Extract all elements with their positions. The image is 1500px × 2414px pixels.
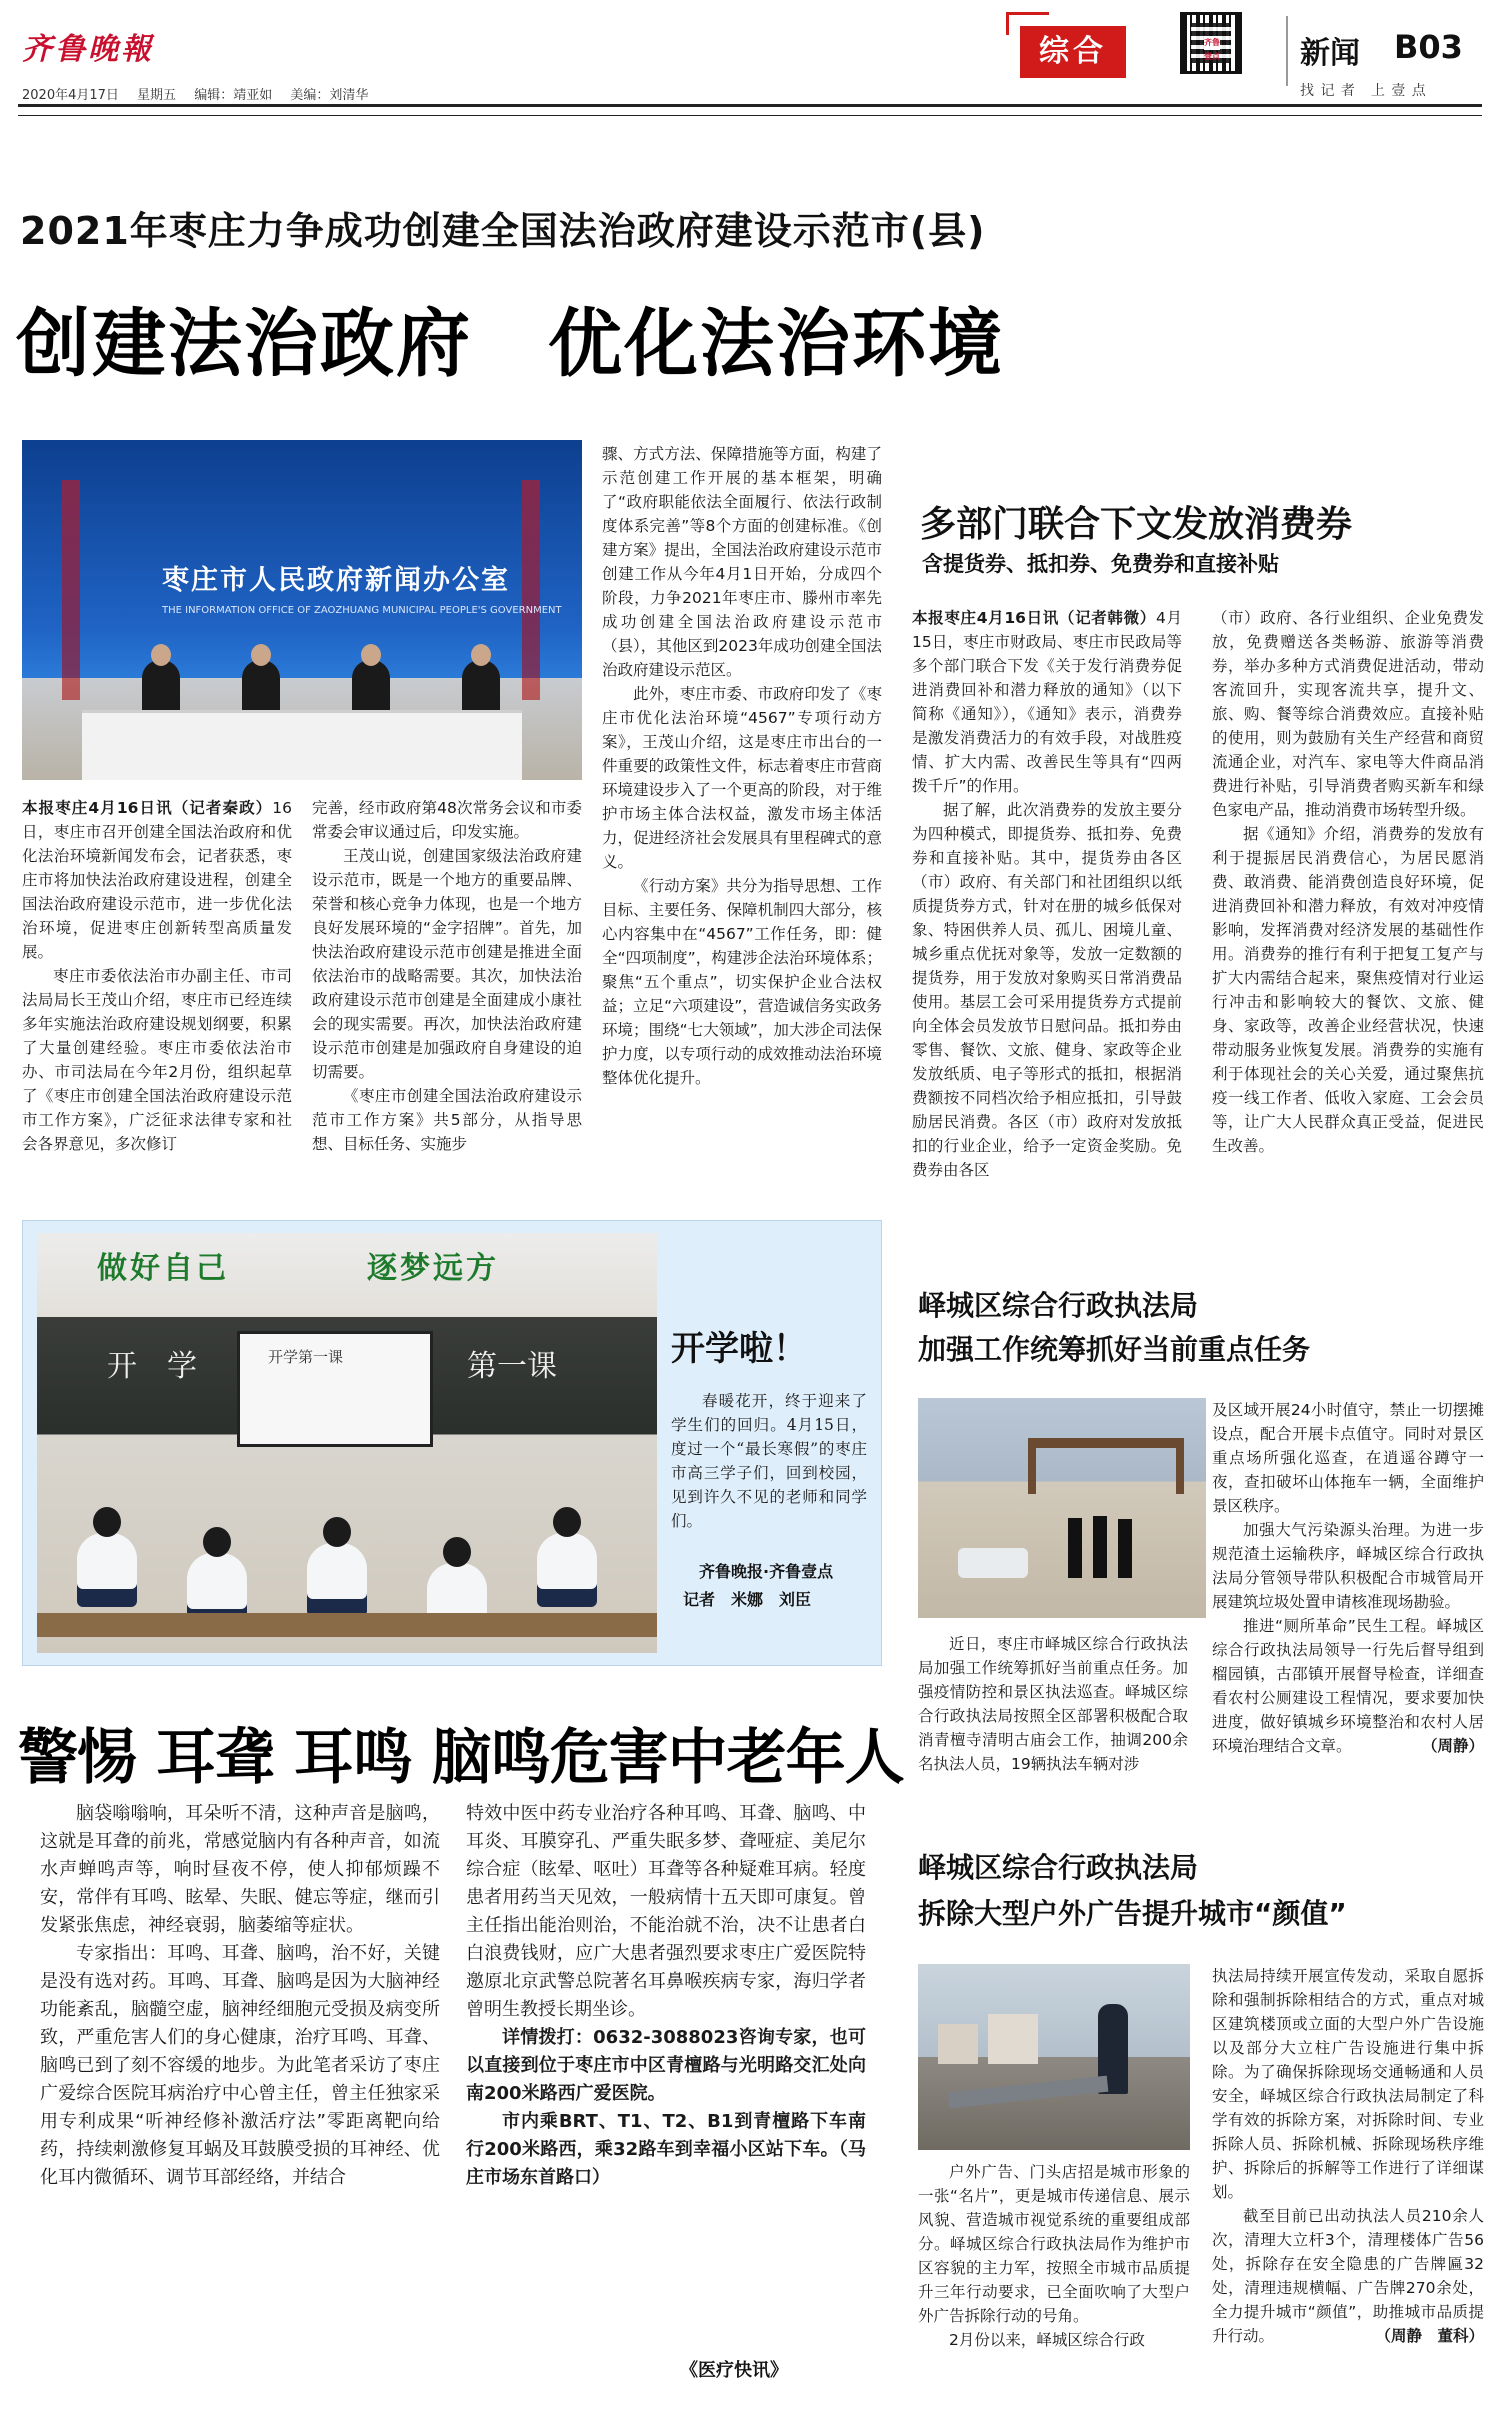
paragraph-text: 此外，枣庄市委、市政府印发了《枣庄市优化法治环境“4567”专项行动方案》，王茂山介绍，这是枣庄市出台的一件重要的政策性文件，标志着枣庄市营商环境建设步入了一个更高的阶段，对于维护市场主体合法权益，激发市场主体活力，促进经济社会发展具有里程碑式的意义。 (602, 685, 882, 871)
paragraph-text: 推进“厕所革命”民生工程。峄城区综合行政执法局领导一行先后督导组到榴园镇，古邵镇开展督导检查，详细查看农村公厕建设工程情况，要求要加快进度，做好镇城乡环境整治和农村人居环境治理结合文章。 (1212, 1617, 1484, 1755)
chalk-right: 第一课 (467, 1349, 557, 1384)
paragraph (602, 682, 882, 874)
paragraph-text: 完善，经市政府第48次常务会议和市委常委会审议通过后，印发实施。 (312, 799, 582, 841)
byline: （周静） (1421, 1737, 1484, 1755)
paragraph-text: 户外广告、门头店招是城市形象的一张“名片”，更是城市传递信息、展示风貌、营造城市视觉系统的重要组成部分。峄城区综合行政执法局作为维护市区容貌的主力军，按照全市城市品质提升三年行动要求，已全面吹响了大型户外广告拆除行动的号角。 (918, 2163, 1190, 2325)
paragraph (1212, 1614, 1484, 1758)
paragraph-text: 特效中医中药专业治疗各种耳鸣、耳聋、脑鸣、中耳炎、耳膜穿孔、严重失眠多梦、聋哑症、美尼尔综合症（眩晕、呕吐）耳聋等各种疑难耳病。轻度患者用药当天见效，一般病情十五天即可康复。曾主任指出能治则治，不能治就不治，决不让患者白白浪费钱财，应广大患者强烈要求枣庄广爱医院特邀原北京武警总院著名耳鼻喉疾病专家，海归学者曾明生教授长期坐诊。 (466, 1803, 866, 2020)
school-photo-box (22, 1220, 882, 1666)
classroom-photo (37, 1233, 657, 1653)
qr-code-icon (1180, 12, 1242, 74)
section-badge (1006, 12, 1140, 108)
paragraph-text: 《枣庄市创建全国法治政府建设示范市工作方案》共5部分，从指导思想、目标任务、实施步 (312, 1087, 582, 1153)
paragraph (1212, 606, 1484, 822)
paragraph (466, 2024, 866, 2108)
press-conference-photo (22, 440, 582, 780)
dateline: 本报枣庄4月16日讯（记者韩微） (912, 609, 1156, 627)
paragraph (602, 442, 882, 682)
paragraph (602, 874, 882, 1090)
school-reporters: 记者 米娜 刘臣 (683, 1590, 812, 1609)
paragraph-text: 脑袋嗡嗡响，耳朵听不清，这种声音是脑鸣，这就是耳聋的前兆，常感觉脑内有各种声音，如流水声蝉鸣声等，响时昼夜不停，使人抑郁烦躁不安，常伴有耳鸣、眩晕、失眠、健忘等症，继而引发紧张焦虑，神经衰弱，脑萎缩等症状。 (40, 1803, 440, 1936)
paragraph-text: 4月15日，枣庄市财政局、枣庄市民政局等多个部门联合下发《关于发行消费券促进消费回补和潜力释放的通知》（以下简称《通知》），《通知》表示，消费券是激发消费活力的有效手段，对战胜疫情、扩大内需、改善民生等具有“四两拨千斤”的作用。 (912, 609, 1182, 795)
paragraph-text: 及区域开展24小时值守，禁止一切摆摊设点，配合开展卡点值守。同时对景区重点场所强化巡查，在逍遥谷蹲守一夜，查扣破坏山体拖车一辆，全面维护景区秩序。 (1212, 1401, 1484, 1515)
issue-info (22, 84, 382, 103)
law1-column-2 (1212, 1398, 1484, 1758)
paragraph-text: 近日，枣庄市峄城区综合行政执法局加强工作统筹抓好当前重点任务。加强疫情防控和景区执法巡查。峄城区综合行政执法局按照全区部署积极配合取消青檀寺清明古庙会工作，抽调200余名执法人员，19辆执法车辆对涉 (918, 1635, 1188, 1773)
school-credit: 齐鲁晚报·齐鲁壹点 (699, 1562, 834, 1581)
editor-credit: 编辑：靖亚如 (194, 88, 273, 103)
paragraph-text: 16日，枣庄市召开创建全国法治政府和优化法治环境新闻发布会，记者获悉，枣庄市将加快法治政府建设进程，创建全国法治政府建设示范市，进一步优化法治环境，促进枣庄创新转型高质量发展。 (22, 799, 292, 961)
paragraph (1212, 1518, 1484, 1614)
law1-column-1 (918, 1632, 1188, 1776)
dateline: 本报枣庄4月16日讯（记者秦政） (22, 799, 273, 817)
paragraph (312, 1084, 582, 1156)
paragraph-text: 加强大气污染源头治理。为进一步规范渣土运输秩序，峄城区综合行政执法局分管领导带队积极配合市城管局开展建筑垃圾处置申请核准现场勘验。 (1212, 1521, 1484, 1611)
paragraph-text: 骤、方式方法、保障措施等方面，构建了示范创建工作开展的基本框架，明确了“政府职能依法全面履行、依法行政制度体系完善”等8个方面的创建标准。《创建方案》提出，全国法治政府建设示范市创建工作从今年4月1日开始，分成四个阶段，力争2021年枣庄市、滕州市率先成功创建全国法治政府建设示范市（县），其他区到2023年成功创建全国法治政府建设示范区。 (602, 445, 882, 679)
paragraph-text: 市内乘BRT、T1、T2、B1到青檀路下车南行200米路西，乘32路车到幸福小区站下车。（马庄市场东首路口） (466, 2111, 866, 2188)
paragraph-text: 枣庄市委依法治市办副主任、市司法局局长王茂山介绍，枣庄市已经连续多年实施法治政府建设规划纲要，积累了大量创建经验。枣庄市委依法治市办、市司法局在今年2月份，组织起草了《枣庄市创建全国法治政府建设示范市工作方案》，广泛征求法律专家和社会各界意见，多次修订 (22, 967, 292, 1153)
coupon-column-2 (1212, 606, 1484, 1158)
column-name: 新闻 (1300, 36, 1360, 71)
coupon-column-1 (912, 606, 1182, 1182)
paragraph-text: 据《通知》介绍，消费券的发放有利于提振居民消费信心，为居民愿消费、敢消费、能消费创造良好环境，促进消费回补和潜力释放，有效对冲疫情影响，发挥消费对经济发展的基础性作用。消费券的推行有利于把复工复产与扩大内需结合起来，聚焦疫情对行业运行冲击和影响较大的餐饮、文旅、健身、家政等，改善企业经营状况，快速带动服务业恢复发展。消费券的实施有利于体现社会的关心关爱，通过聚焦抗疫一线工作者、低收入家庭、工会会员等，让广大人民群众真正受益，促进民生改善。 (1212, 825, 1484, 1155)
issue-date: 2020年4月17日 (22, 88, 119, 103)
newspaper-masthead: 齐鲁晚報 (22, 32, 154, 67)
issue-weekday: 星期五 (137, 88, 177, 103)
paragraph (1212, 2204, 1484, 2348)
paragraph (466, 1800, 866, 2024)
paragraph-text: 执法局持续开展宣传发动，采取自愿拆除和强制拆除相结合的方式，重点对城区建筑楼顶或立面的大型户外广告设施以及部分大立柱广告设施进行集中拆除。为了确保拆除现场交通畅通和人员安全，峄城区综合行政执法局制定了科学有效的拆除方案，对拆除时间、专业拆除人员、拆除机械、拆除现场秩序维护、拆除后的拆解等工作进行了详细谋划。 (1212, 1967, 1484, 2201)
header-divider (1286, 16, 1288, 86)
page-number: B03 (1394, 28, 1463, 66)
paragraph-text: 据了解，此次消费券的发放主要分为四种模式，即提货券、抵扣券、免费券和直接补贴。其中，提货券由各区（市）政府、有关部门和社团组织以纸质提货券方式，针对在册的城乡低保对象、特困供养人员、孤儿、困境儿童、城乡重点优抚对象等，发放一定数额的提货券，用于发放对象购买日常消费品使用。基层工会可采用提货券方式提前向全体会员发放节日慰问品。抵扣券由零售、餐饮、文旅、健身、家政等企业发放纸质、电子等形式的抵扣，根据消费额按不同档次给予相应抵扣，引导鼓励居民消费。各区（市）政府对发放抵扣的行业企业，给予一定资金奖励。免费券由各区 (912, 801, 1182, 1179)
paragraph (1212, 822, 1484, 1158)
photo-banner: 枣庄市人民政府新闻办公室 (162, 565, 510, 596)
paragraph-text: 截至目前已出动执法人员210余人次，清理大立杆3个，清理楼体广告56处，拆除存在安全隐患的广告牌匾32处，清理违规横幅、广告牌270余处，全力提升城市“颜值”，助推城市品质提升行动。 (1212, 2207, 1484, 2345)
law2-title-line2: 拆除大型户外广告提升城市“颜值” (918, 1897, 1347, 1930)
lead-headline: 创建法治政府 优化法治环境 (16, 301, 1004, 387)
paragraph (1212, 1964, 1484, 2204)
coupon-headline: 多部门联合下文发放消费券 (920, 504, 1353, 545)
paragraph (312, 796, 582, 844)
slogan-left: 做好自己 (97, 1251, 229, 1286)
ad-headline: 警惕 耳聋 耳鸣 脑鸣危害中老年人 (18, 1723, 904, 1793)
paragraph (912, 606, 1182, 798)
chalk-left: 开 学 (107, 1349, 197, 1384)
section-label: 综合 (1020, 26, 1126, 78)
law2-column-2 (1212, 1964, 1484, 2348)
slogan-right: 逐梦远方 (367, 1251, 499, 1286)
ad-tag: 《医疗快讯》 (680, 2360, 788, 2381)
lead-column-3 (602, 442, 882, 1090)
paragraph (912, 798, 1182, 1182)
school-caption (671, 1389, 867, 1533)
paragraph-text: 详情拨打：0632-3088023咨询专家，也可以直接到位于枣庄市中区青檀路与光明路交汇处向南200米路西广爱医院。 (466, 2027, 866, 2104)
law1-title-line1: 峄城区综合行政执法局 (918, 1289, 1199, 1322)
projector-screen (237, 1331, 433, 1447)
reporter-contact: 找 记 者 上 壹 点 (1300, 83, 1427, 99)
school-caption-text: 春暖花开，终于迎来了学生们的回归。4月15日，度过一个“最长寒假”的枣庄市高三学子们，回到校园，见到许久不见的老师和同学们。 (671, 1392, 867, 1530)
designer-credit: 美编：刘清华 (290, 88, 369, 103)
law1-title-line2: 加强工作统筹抓好当前重点任务 (918, 1333, 1311, 1366)
qr-logo: 齐鲁壹点 (1204, 38, 1220, 61)
paragraph (918, 1632, 1188, 1776)
ad-column-1 (40, 1800, 440, 2192)
ad-column-2 (466, 1800, 866, 2192)
paragraph-text: （市）政府、各行业组织、企业免费发放，免费赠送各类畅游、旅游等消费券，举办多种方式消费促进活动，带动客流回升，实现客流共享，提升文、旅、购、餐等综合消费效应。直接补贴的使用，则为鼓励有关生产经营和商贸流通企业，对汽车、家电等大件商品消费进行补贴，引导消费者购买新车和绿色家电产品，推动消费市场转型升级。 (1212, 609, 1484, 819)
lead-column-1 (22, 796, 292, 1156)
paragraph (918, 2160, 1190, 2328)
law2-photo (918, 1964, 1190, 2150)
school-headline: 开学啦！ (671, 1329, 807, 1369)
paragraph-text: 2月份以来，峄城区综合行政 (949, 2331, 1145, 2349)
paragraph-text: 王茂山说，创建国家级法治政府建设示范市，既是一个地方的重要品牌、荣誉和核心竞争力体现，也是一个地方良好发展环境的“金字招牌”。首先，加快法治政府建设示范市创建是推进全面依法治市的战略需要。其次，加快法治政府建设示范市创建是全面建成小康社会的现实需要。再次，加快法治政府建设示范市创建是加强政府自身建设的迫切需要。 (312, 847, 582, 1081)
paragraph (22, 964, 292, 1156)
paragraph (22, 796, 292, 964)
law2-title-line1: 峄城区综合行政执法局 (918, 1851, 1199, 1884)
paragraph-text: 《行动方案》共分为指导思想、工作目标、主要任务、保障机制四大部分，核心内容集中在“4567”工作任务，即：健全“四项制度”，构建涉企法治环境体系；聚焦“五个重点”，切实保护企业合法权益；立足“六项建设”，营造诚信务实政务环境；围绕“七大领域”，加大涉企司法保护力度，以专项行动的成效推动法治环境整体优化提升。 (602, 877, 882, 1087)
screen-text: 开学第一课 (268, 1348, 344, 1366)
lead-overline: 2021年枣庄力争成功创建全国法治政府建设示范市(县) (20, 209, 986, 253)
header-rule (18, 104, 1482, 116)
paragraph (40, 1940, 440, 2192)
paragraph-text: 专家指出：耳鸣、耳聋、脑鸣，治不好，关键是没有选对药。耳鸣、耳聋、脑鸣是因为大脑神经功能紊乱，脑髓空虚，脑神经细胞元受损及病变所致，严重危害人们的身心健康，治疗耳鸣、耳聋、脑鸣已到了刻不容缓的地步。为此笔者采访了枣庄广爱综合医院耳病治疗中心曾主任，曾主任独家采用专利成果“听神经修补激活疗法”零距离靶向给药，持续刺激修复耳蜗及耳鼓膜受损的耳神经、优化耳内微循环、调节耳部经络，并结合 (40, 1943, 440, 2188)
lead-column-2 (312, 796, 582, 1156)
coupon-subtitle: 含提货券、抵扣券、免费券和直接补贴 (922, 552, 1279, 576)
paragraph (40, 1800, 440, 1940)
paragraph (312, 844, 582, 1084)
paragraph (918, 2328, 1190, 2352)
paragraph (466, 2108, 866, 2192)
paragraph (1212, 1398, 1484, 1518)
law2-column-1 (918, 2160, 1190, 2352)
law1-photo (918, 1398, 1206, 1618)
photo-banner-en: THE INFORMATION OFFICE OF ZAOZHUANG MUNICIPAL PEOPLE'S GOVERNMENT (162, 605, 562, 616)
byline: （周静 董科） (1375, 2327, 1484, 2345)
